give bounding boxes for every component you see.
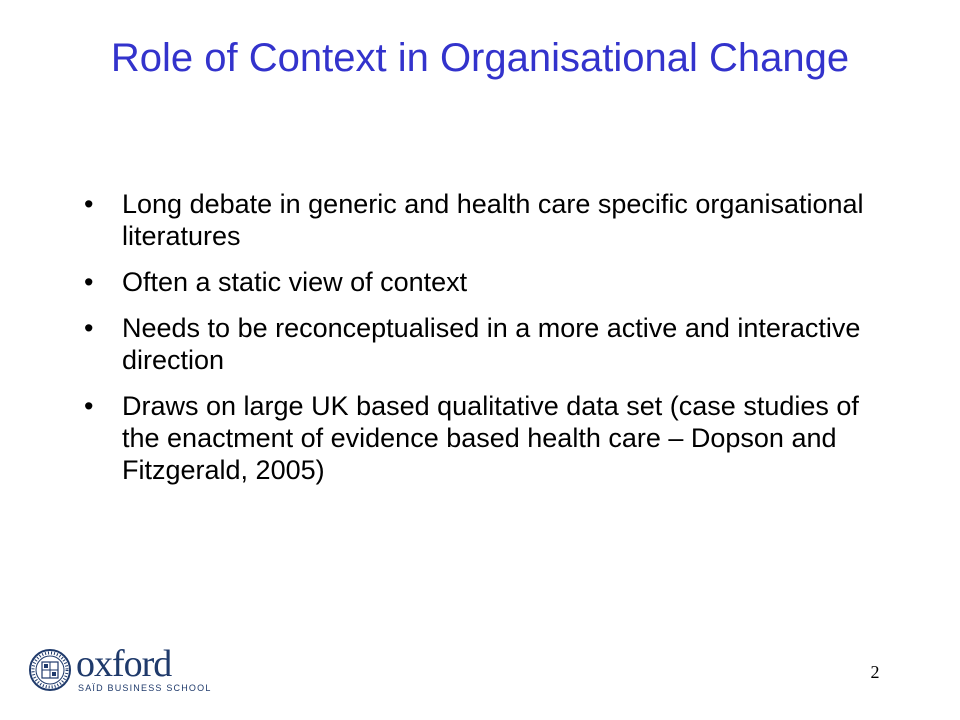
oxford-logo (28, 644, 228, 704)
bullet-marker: • (84, 189, 94, 219)
logo-wordmark: oxford (76, 643, 172, 685)
page-number: 2 (870, 662, 880, 682)
bullet-item (84, 390, 884, 486)
bullet-marker: • (84, 313, 94, 343)
bullet-list (84, 188, 884, 500)
bullet-marker: • (84, 391, 94, 421)
bullet-text: Draws on large UK based qualitative data set (case studies of the enactment of evidence based health care – Dopson and Fitzgerald, 2005) (122, 391, 859, 485)
bullet-text: Needs to be reconceptualised in a more active and interactive direction (122, 313, 861, 375)
bullet-text: Often a static view of context (122, 267, 468, 297)
bullet-marker: • (84, 267, 94, 297)
bullet-item (84, 312, 884, 376)
university-seal-icon (28, 648, 72, 692)
bullet-item (84, 266, 884, 298)
logo-subtitle: SAÏD BUSINESS SCHOOL (78, 683, 212, 693)
bullet-text: Long debate in generic and health care specific organisational literatures (122, 189, 864, 251)
slide-title: Role of Context in Organisational Change (110, 36, 850, 80)
bullet-item (84, 188, 884, 252)
